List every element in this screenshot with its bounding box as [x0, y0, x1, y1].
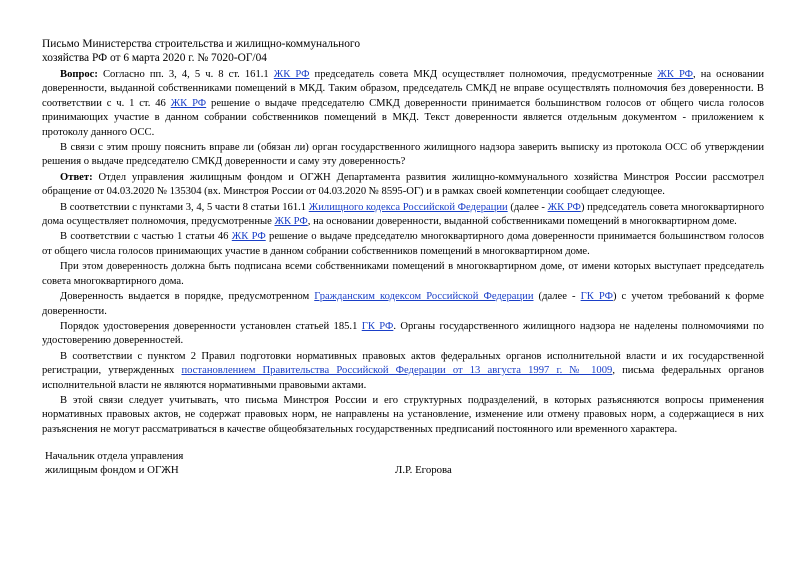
paragraph-5: При этом доверенность должна быть подписана всеми собственниками помещений в многоквартирном доме, от имени которых выступает председатель совета многоквартирного дома.: [42, 261, 764, 287]
link-zhk-rf[interactable]: ЖК РФ: [657, 69, 694, 80]
answer-label: Ответ:: [60, 171, 93, 183]
signature-position: [45, 449, 183, 477]
paragraph-6: [42, 290, 764, 319]
link-zhk-rf[interactable]: ЖК РФ: [231, 231, 266, 243]
answer-paragraph: [42, 171, 764, 200]
paragraph-7: [42, 320, 764, 349]
p6-text-2: (далее -: [533, 291, 581, 303]
p6-text-3: ) с учетом требований к форме доверенности.: [42, 291, 764, 317]
paragraph-8: [42, 350, 764, 393]
p8-text-1: В соответствии с пунктом 2 Правил подготовки нормативных правовых актов федеральных органов исполнительной власти и их государственной регистрации, утвержденных: [42, 350, 764, 377]
p3-text-4: , на основании доверенности, выданной собственниками помещений в многоквартирном доме.: [307, 216, 737, 228]
question-paragraph-2: В связи с этим прошу пояснить вправе ли (обязан ли) орган государственного жилищного надзора заверить выписку из протокола ОСС об утверждении решения о выдаче председателю СМКД доверенности и саму эту доверенность?: [42, 142, 764, 168]
answer-text: Отдел управления жилищным фондом и ОГЖН Департамента развития жилищно-коммунального хозяйства Минстроя России рассмотрел обращение от 04.03.2020 № 135304 (вх. Минстроя России от 04.03.2020 № 8595-ОГ) и в рамках своей компетенции сообщает следующее.: [42, 171, 764, 198]
question-paragraph: [42, 68, 764, 140]
document-body: [42, 68, 764, 438]
question-text-3: , на основании доверенности, выданной собственниками помещений в МКД. Таким образом, председатель СМКД не вправе осуществлять полномочия без доверенности. В соответствии с ч. 1 ст. 46: [42, 69, 764, 109]
paragraph-4: [42, 230, 764, 259]
question-text-2: председатель совета МКД осуществляет полномочия, предусмотренные: [309, 69, 658, 80]
title-line-1: Письмо Министерства строительства и жилищно-коммунального: [42, 38, 361, 50]
p3-text-1: В соответствии с пунктами 3, 4, 5 части 8 статьи 161.1: [60, 201, 309, 213]
document-title: [42, 37, 360, 65]
p4-text-1: В соответствии с частью 1 статьи 46: [60, 231, 232, 243]
link-zhk-rf[interactable]: ЖК РФ: [274, 216, 308, 228]
p6-text-1: Доверенность выдается в порядке, предусмотренном: [60, 291, 315, 303]
paragraph-3: [42, 201, 764, 230]
signature-position-line-1: Начальник отдела управления: [45, 450, 184, 462]
signature-name: Л.Р. Егорова: [395, 464, 452, 476]
link-zhk-rf[interactable]: ЖК РФ: [273, 69, 310, 80]
p3-text-2: (далее -: [507, 201, 548, 213]
link-zhk-rf[interactable]: ЖК РФ: [547, 201, 581, 213]
question-text-4: решение о выдаче председателю СМКД доверенности принимается большинством голосов от общего числа голосов принимающих участие в данном собрании собственников помещений в МКД. Текст доверенности является отдельным документом - приложением к протоколу данного ОСС.: [42, 97, 764, 138]
title-line-2: хозяйства РФ от 6 марта 2020 г. № 7020-ОГ/04: [42, 52, 267, 64]
question-text-1: Согласно пп. 3, 4, 5 ч. 8 ст. 161.1: [97, 69, 274, 80]
signature-position-line-2: жилищным фондом и ОГЖН: [45, 464, 179, 476]
link-gk-rf[interactable]: ГК РФ: [580, 291, 613, 303]
link-zhk-rf[interactable]: ЖК РФ: [170, 97, 207, 109]
question-label: Вопрос:: [60, 69, 98, 80]
link-government-resolution[interactable]: постановлением Правительства Российской Федерации от 13 августа 1997 г. № 1009: [181, 365, 613, 377]
p3-text-3: ) председатель совета многоквартирного дома осуществляет полномочия, предусмотренные: [42, 201, 764, 228]
link-housing-code[interactable]: Жилищного кодекса Российской Федерации: [308, 201, 508, 213]
p7-text-1: Порядок удостоверения доверенности установлен статьей 185.1: [60, 320, 362, 332]
paragraph-9: В этой связи следует учитывать, что письма Минстроя России и его структурных подразделений, в которых разъясняются вопросы применения нормативных правовых актов, не содержат правовых норм, не направлены на установление, изменение или отмену правовых норм, а содержащиеся в них разъяснения не могут рассматриваться в качестве общеобязательных государственных предписаний постоянного или временного характера.: [42, 394, 764, 435]
link-civil-code[interactable]: Гражданским кодексом Российской Федерации: [314, 291, 534, 303]
p7-text-2: . Органы государственного жилищного надзора не наделены полномочиями по удостоверению доверенностей.: [42, 320, 764, 347]
p4-text-2: решение о выдаче председателю многоквартирного дома доверенности принимается большинством голосов от общего числа голосов принимающих участие в данном собрании собственников помещений в многоквартирном доме.: [42, 231, 765, 257]
p8-text-2: , письма федеральных органов исполнительной власти не являются нормативными правовыми актами.: [42, 365, 764, 391]
link-gk-rf[interactable]: ГК РФ: [361, 320, 394, 332]
